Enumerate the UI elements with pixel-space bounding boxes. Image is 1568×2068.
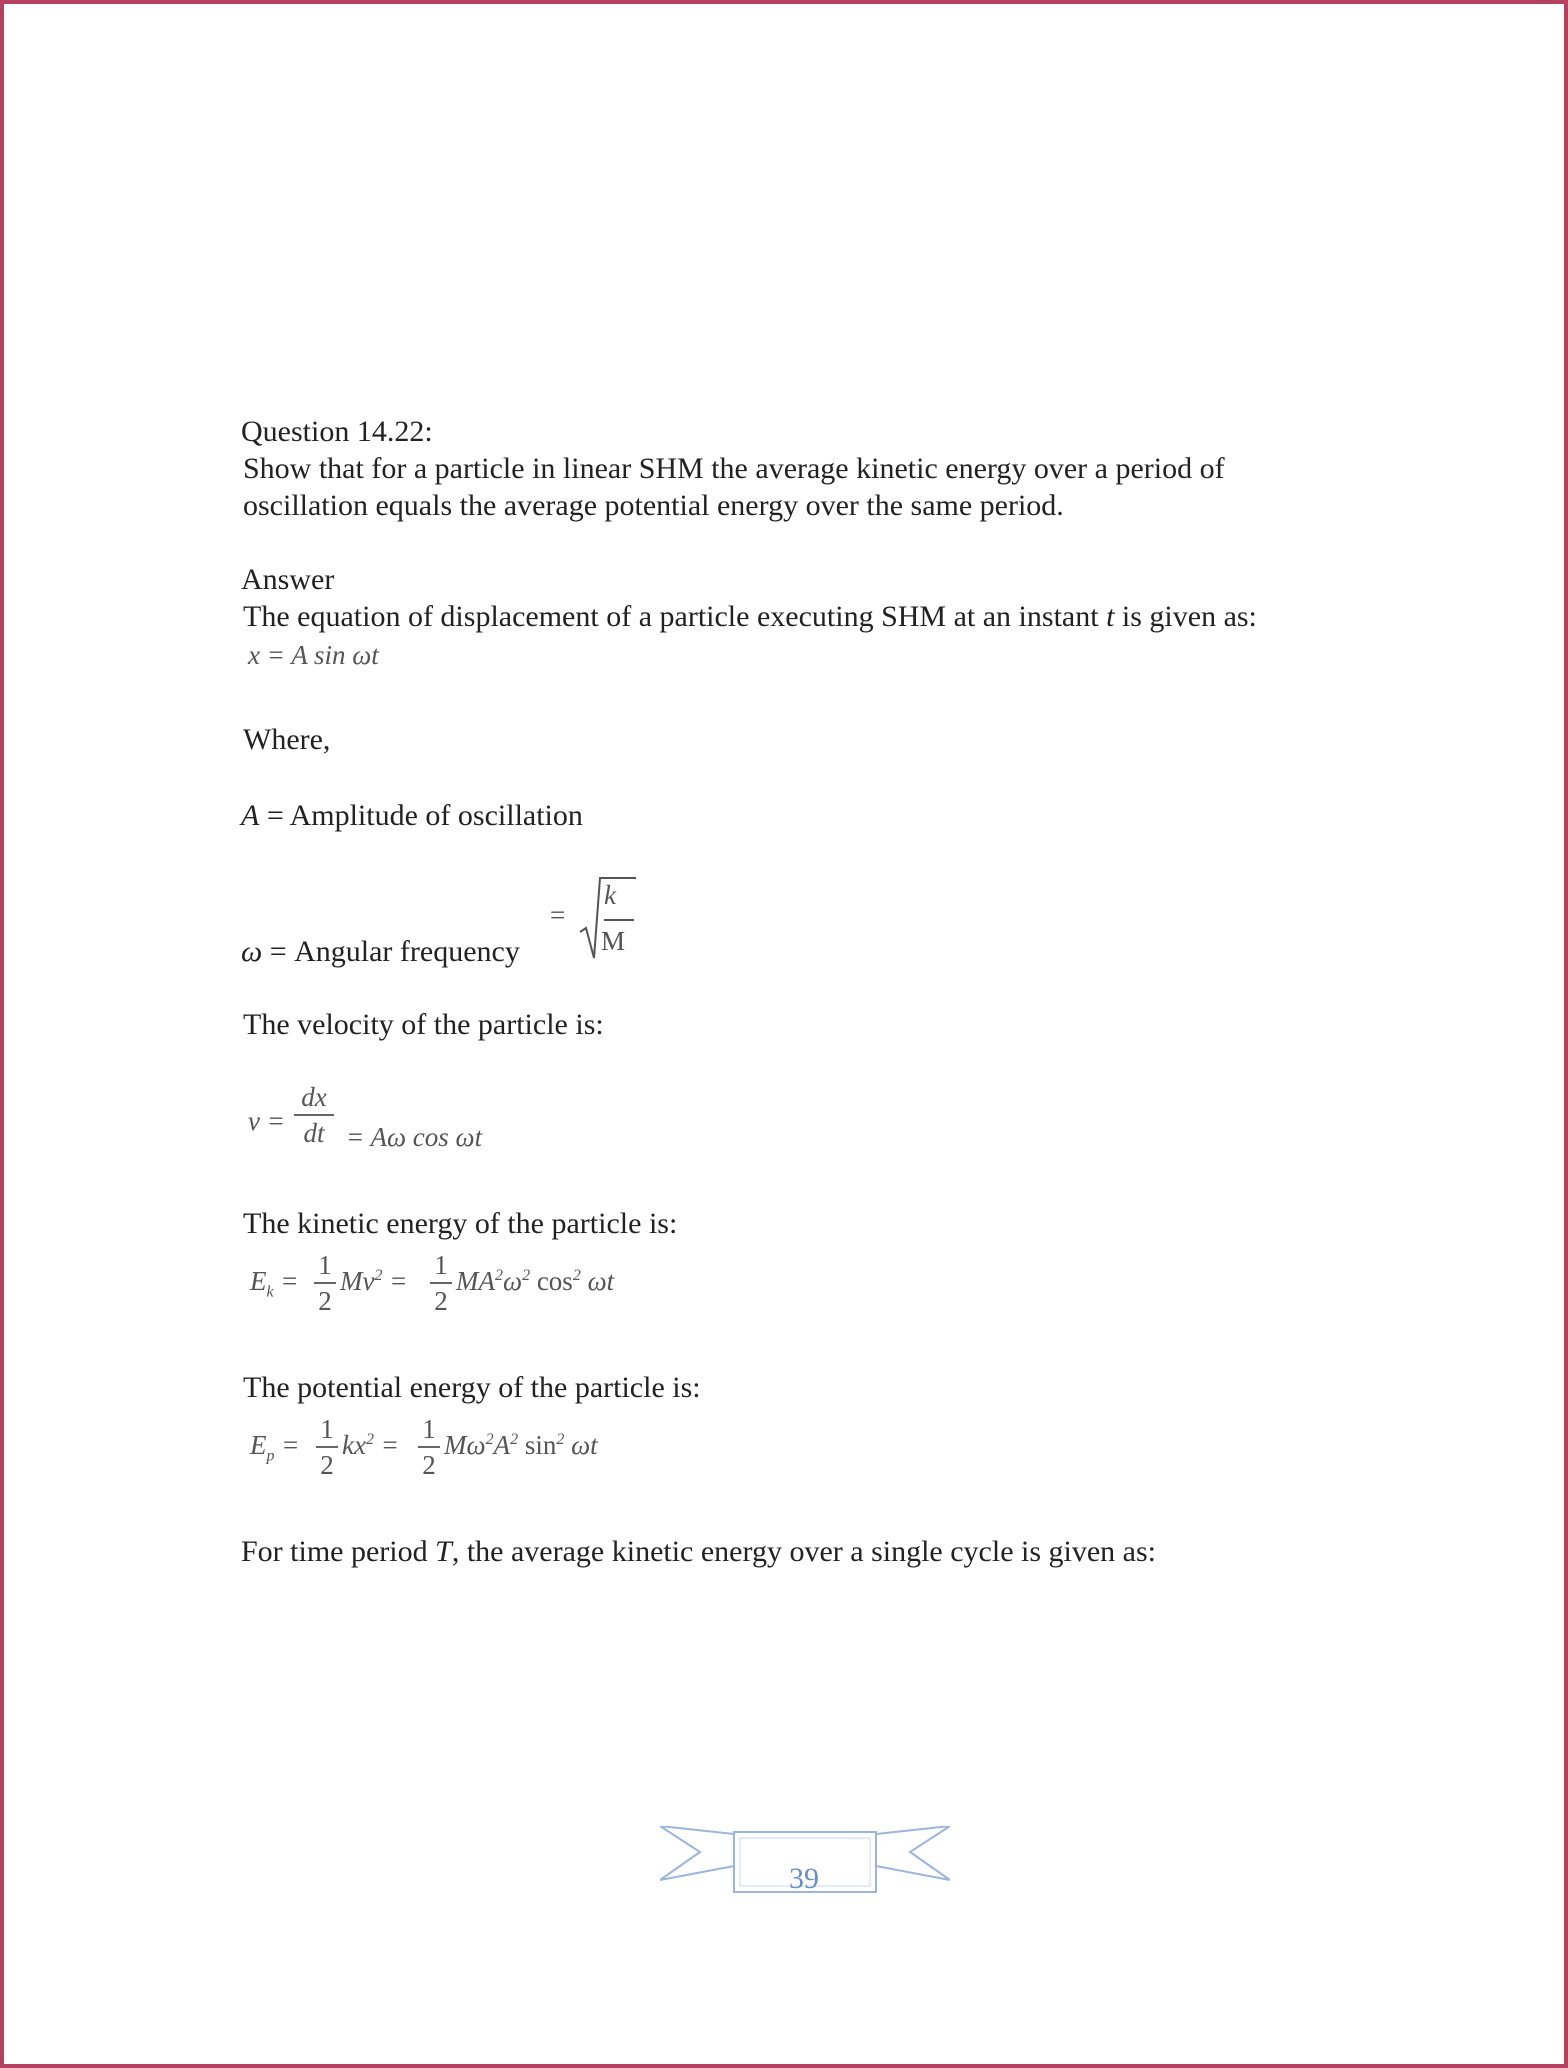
sqrt-numerator: k (604, 880, 616, 910)
ek-half-2: 1 2 (430, 1250, 452, 1316)
average-ke-intro: For time period T, the average kinetic energy over a single cycle is given as: (241, 1535, 1156, 1568)
answer-heading: Answer (241, 563, 335, 596)
page-number: 39 (789, 1862, 819, 1895)
ep-half-2: 1 2 (418, 1414, 440, 1480)
sqrt-denominator: M (601, 926, 626, 956)
ek-mid: $Mv^2$ = (340, 1266, 408, 1296)
answer-intro: The equation of displacement of a particle executing SHM at an instant t is given as: (243, 600, 1257, 633)
ek-lhs: $E_k$ = (250, 1266, 299, 1301)
velocity-label: The velocity of the particle is: (243, 1008, 604, 1041)
amplitude-definition: A = Amplitude of oscillation (241, 799, 583, 832)
omega-definition: ω = Angular frequency (241, 935, 520, 968)
omega-equals: = (550, 900, 566, 930)
kinetic-energy-label: The kinetic energy of the particle is: (243, 1207, 678, 1240)
question-line-1: Show that for a particle in linear SHM the average kinetic energy over a period of (243, 452, 1225, 485)
ek-half-1: 1 2 (314, 1250, 336, 1316)
ep-half-1: 1 2 (316, 1414, 338, 1480)
potential-energy-label: The potential energy of the particle is: (243, 1371, 701, 1404)
question-title: Question 14.22: (241, 415, 433, 448)
where-label: Where, (243, 723, 331, 756)
velocity-lhs: v = (248, 1106, 285, 1136)
velocity-rhs: = Aω cos ωt (346, 1122, 483, 1152)
question-line-2: oscillation equals the average potential energy over the same period. (243, 489, 1064, 522)
ek-rhs: $MA^2\omega^2$ $\cos^2 \omega t$ (456, 1266, 615, 1296)
dx-dt-fraction: dx dt (294, 1082, 334, 1148)
displacement-equation: x = A sin ωt (248, 640, 379, 670)
ep-rhs: $M\omega^2A^2$ $\sin^2 \omega t$ (444, 1430, 598, 1460)
ep-lhs: $E_p$ = (250, 1430, 300, 1465)
ep-mid: $kx^2$ = (342, 1430, 399, 1460)
